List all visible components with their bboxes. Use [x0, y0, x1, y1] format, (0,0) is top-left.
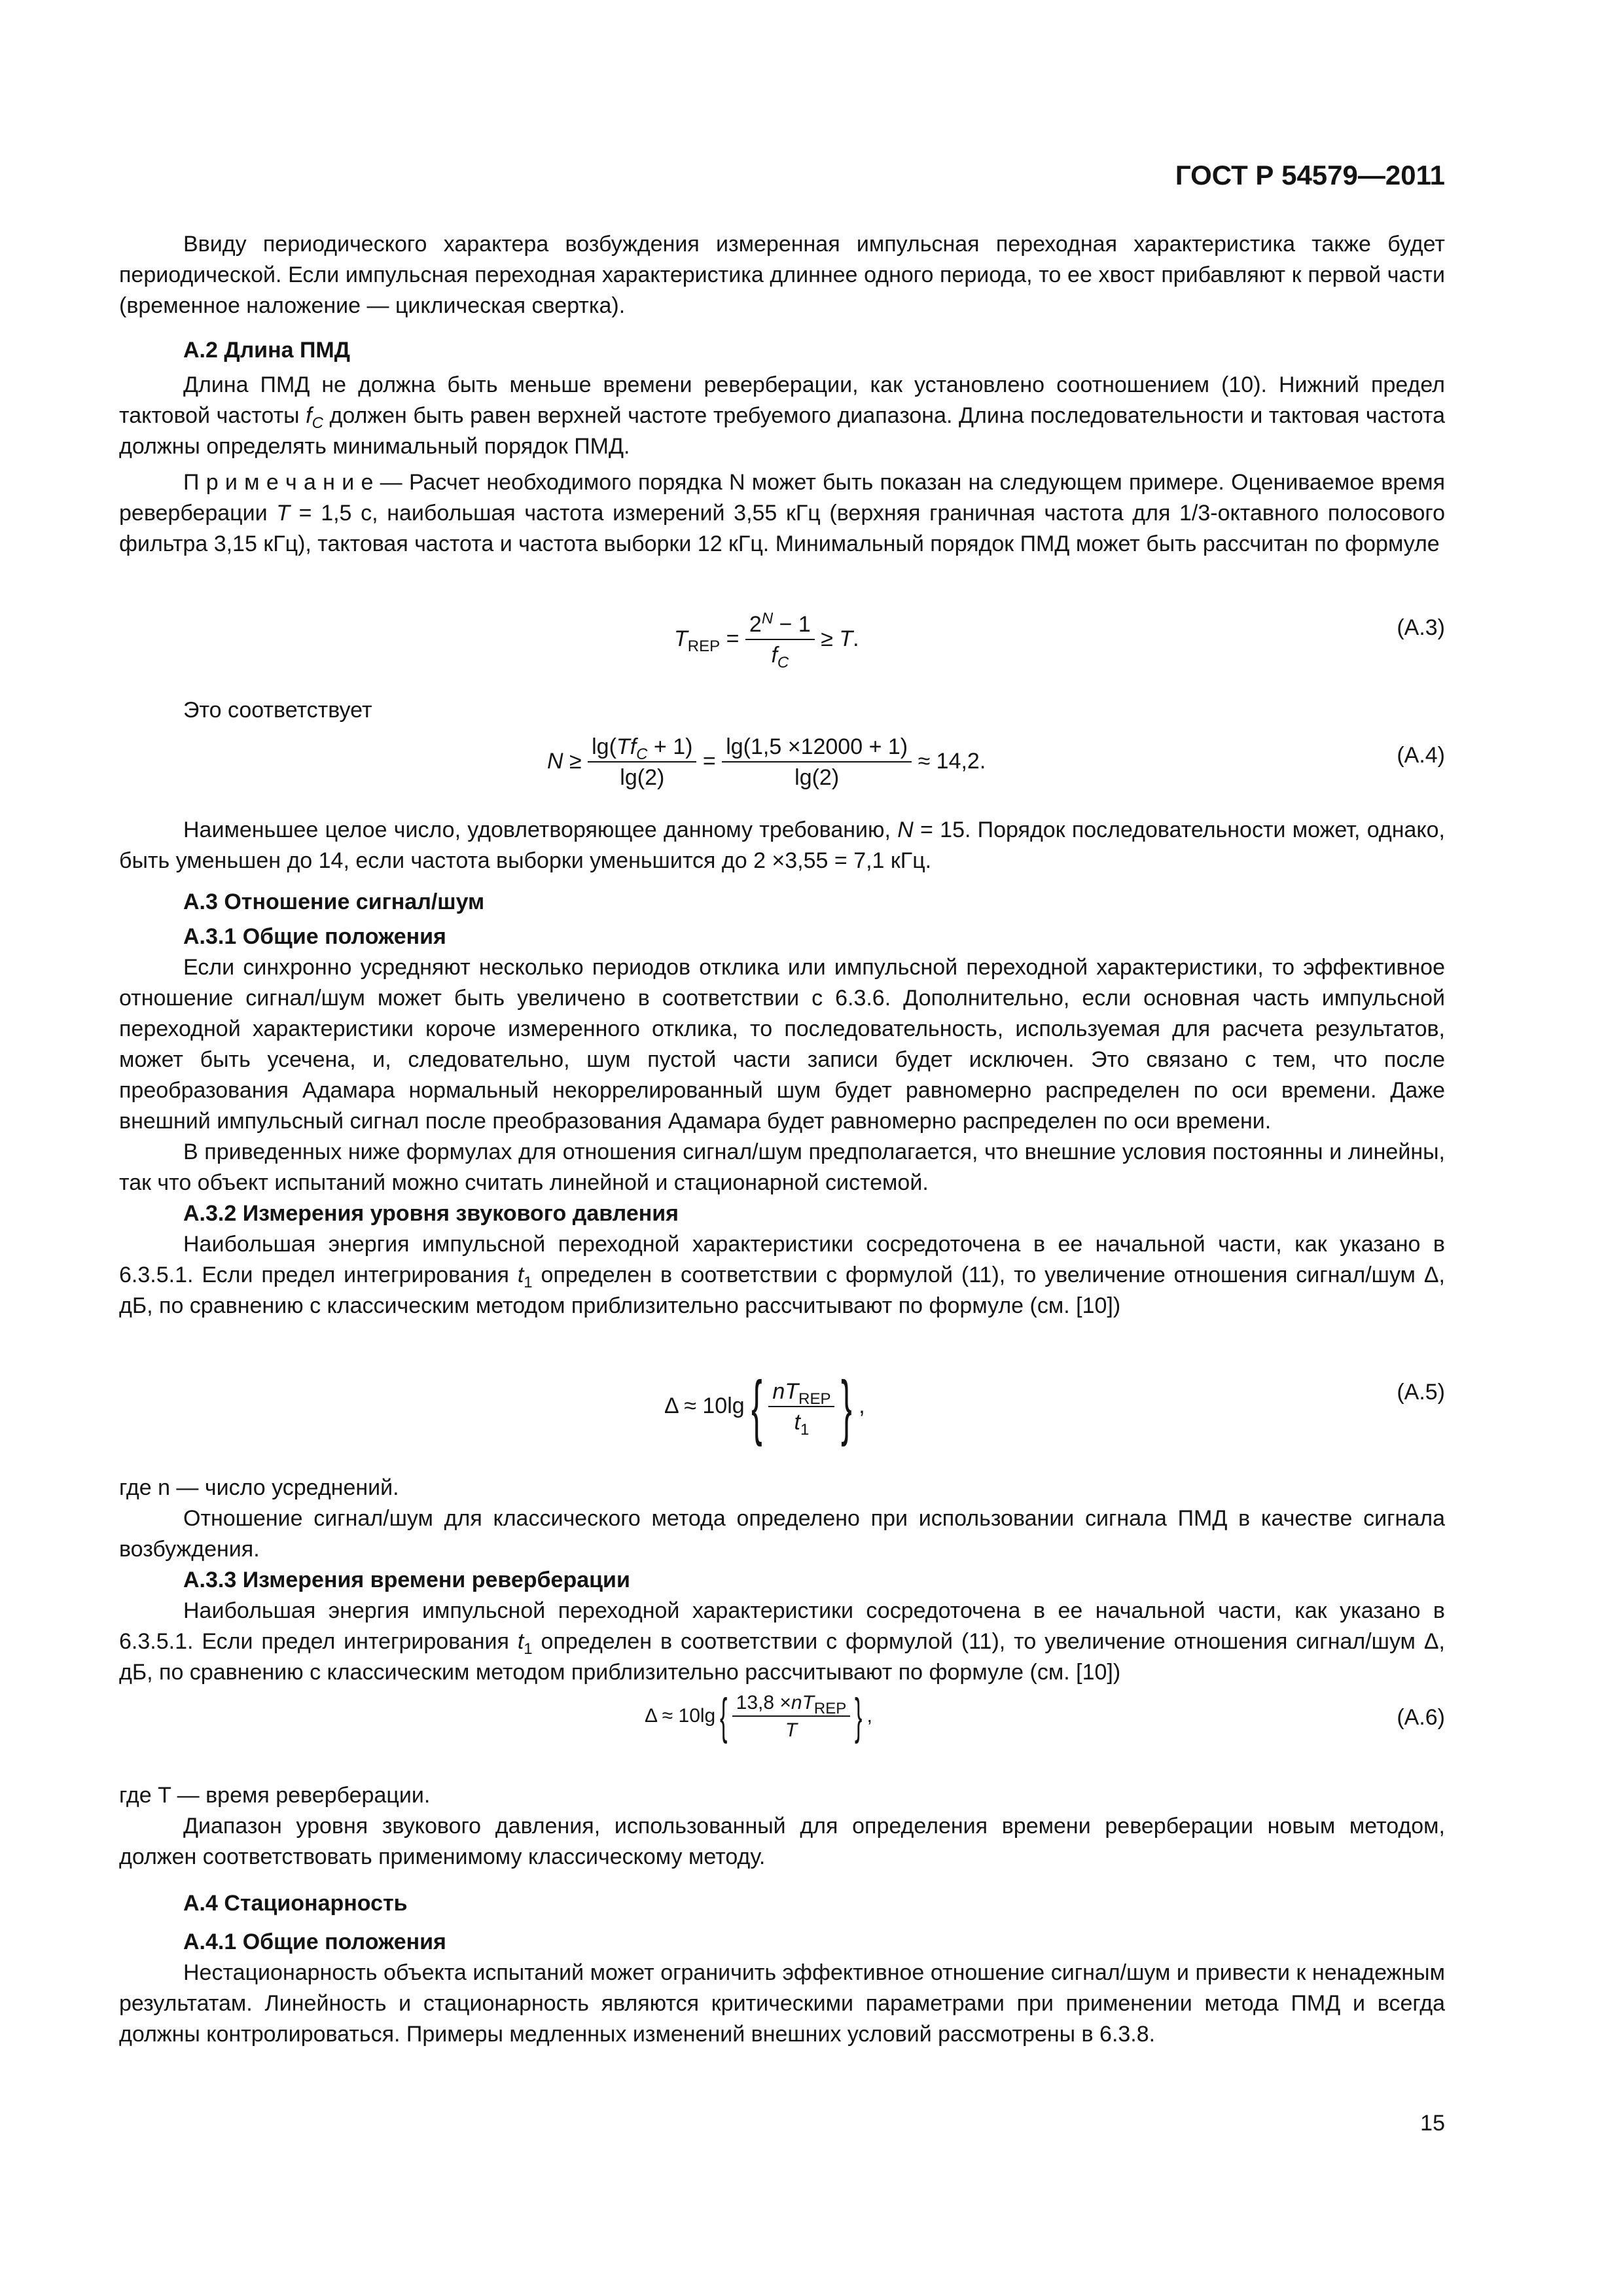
- section-a32-paragraph-1: Наибольшая энергия импульсной переходной характеристики сосредоточена в ее начальной части, как указано в 6.3.5.1. Если предел интегрирования $t_1$ определен в соответствии с формулой (11), то увеличение отношения сигнал/шум Δ, дБ, по сравнению с классическим методом приблизительно рассчитывают по формуле (см. [10]): [119, 1232, 1445, 1318]
- section-a2: [119, 335, 1445, 560]
- corresponds-line: [119, 695, 1445, 726]
- corresponds-text: Это соответствует: [183, 698, 372, 723]
- section-a31-title: А.3.1 Общие положения: [183, 924, 446, 949]
- standard-header: ГОСТ Р 54579—2011: [1175, 160, 1445, 190]
- section-a3-title: А.3 Отношение сигнал/шум: [183, 889, 485, 914]
- equation-a6: Δ ≈ 10lg{ $\frac{13,8 \times nT_{REP}}{T}$ } ,: [645, 1689, 872, 1744]
- section-a41-paragraph: Нестационарность объекта испытаний может ограничить эффективное отношение сигнал/шум и привести к ненадежным результатам. Линейность и стационарность являются критическими параметрами при применении метода ПМД и всегда должны контролироваться. Примеры медленных изменений внешних условий рассмотрены в 6.3.8.: [119, 1960, 1445, 2047]
- section-a33-continued: [119, 1780, 1445, 1873]
- equation-a4-result: ≈ 14,2.: [918, 748, 986, 774]
- note-part-a: — Расчет необходимого порядка N может быть показан на следующем примере. Оцениваемое время реверберации: [119, 470, 1445, 526]
- a2-p1-part-b: должен быть равен верхней частоте требуемого диапазона. Длина последовательности и тактовая частота должны определять минимальный порядок ПМД.: [119, 403, 1445, 459]
- equation-a3: $T_{REP}$ = $\frac{2^N - 1}{f_C}$ ≥ T.: [674, 609, 859, 672]
- section-a2-conclusion: [119, 815, 1445, 876]
- t-symbol: T: [276, 501, 291, 526]
- equation-a6-number: (А.6): [1397, 1705, 1445, 1730]
- section-a4: [119, 1888, 1445, 2050]
- intro-section: [119, 229, 1445, 321]
- section-a31-paragraph-1: Если синхронно усредняют несколько периодов отклика или импульсной переходной характеристики, то эффективное отношение сигнал/шум может быть увеличено в соответствии с 6.3.6. Дополнительно, если основная часть импульсной переходной характеристики короче измеренного отклика, то последовательность, используемая для расчета результатов, может быть усечена, и, следовательно, шум пустой части записи будет исключен. Это связано с тем, что после преобразования Адамара нормальный некоррелированный шум будет равномерно распределен по оси времени. Даже внешний импульсный сигнал после преобразования Адамара будет равномерно распределен по оси времени.: [119, 955, 1445, 1134]
- a33-p1-part-a: Наибольшая энергия импульсной переходной характеристики сосредоточена в ее начальной части, как указано в 6.3.5.1. Если предел интегрирования: [119, 1598, 1445, 1654]
- note-label: П р и м е ч а н и е: [183, 470, 374, 495]
- a2-p2-part-b: = 15. Порядок последовательности может, однако, быть уменьшен до 14, если частота выборки уменьшится до 2 ×3,55 = 7,1 кГц.: [119, 817, 1446, 873]
- equation-a4: N ≥ $\frac{\lg(Tf_C + 1)}{\lg(2)}$ = $\frac{\lg(1,5 \times 12000 + 1)}{\lg(2)}$ ≈ 14,2.: [547, 734, 986, 790]
- section-a41-title: А.4.1 Общие положения: [183, 1929, 446, 1954]
- where-t-line: где T — время реверберации.: [119, 1783, 431, 1808]
- section-a33-title: А.3.3 Измерения времени реверберации: [183, 1568, 630, 1592]
- a32-p1-part-b: определен в соответствии с формулой (11), то увеличение отношения сигнал/шум Δ, дБ, по сравнению с классическим методом приблизительно рассчитывают по формуле (см. [10]): [119, 1263, 1445, 1318]
- a33-p1-part-b: определен в соответствии с формулой (11), то увеличение отношения сигнал/шум Δ, дБ, по сравнению с классическим методом приблизительно рассчитывают по формуле (см. [10]): [119, 1629, 1445, 1685]
- where-n-line: где n — число усреднений.: [119, 1475, 399, 1500]
- equation-a4-number: (А.4): [1397, 743, 1445, 768]
- a32-p1-part-a: Наибольшая энергия импульсной переходной характеристики сосредоточена в ее начальной части, как указано в 6.3.5.1. Если предел интегрирования: [119, 1232, 1445, 1287]
- equation-a3-number: (А.3): [1397, 615, 1445, 640]
- section-a2-paragraph: [119, 370, 1445, 462]
- section-a2-title: А.2 Длина ПМД: [183, 338, 350, 363]
- section-a4-title: А.4 Стационарность: [183, 1891, 408, 1916]
- section-a33-paragraph-2: Диапазон уровня звукового давления, использованный для определения времени реверберации новым методом, должен соответствовать применимому классическому методу.: [119, 1814, 1445, 1869]
- section-a32-continued: [119, 1473, 1445, 1688]
- note-part-b: = 1,5 с, наибольшая частота измерений 3,55 кГц (верхняя граничная частота для 1/3-октавного полосового фильтра 3,15 кГц), тактовая частота и частота выборки 12 кГц. Минимальный порядок ПМД может быть рассчитан по формуле: [119, 501, 1445, 556]
- intro-paragraph: Ввиду периодического характера возбуждения измеренная импульсная переходная характеристика также будет периодической. Если импульсная переходная характеристика длиннее одного периода, то ее хвост прибавляют к первой части (временное наложение — циклическая свертка).: [119, 232, 1445, 318]
- equation-a5: Δ ≈ 10lg{ $\frac{nT_{REP}}{t_1}$ } ,: [664, 1367, 865, 1447]
- a2-conclusion-paragraph: Наименьшее целое число, удовлетворяющее данному требованию, N = 15. Порядок последовательности может, однако, быть уменьшен до 14, если частота выборки уменьшится до 2 ×3,55 = 7,1 кГц.: [119, 817, 1446, 873]
- section-a33-paragraph-1: Наибольшая энергия импульсной переходной характеристики сосредоточена в ее начальной части, как указано в 6.3.5.1. Если предел интегрирования $t_1$ определен в соответствии с формулой (11), то увеличение отношения сигнал/шум Δ, дБ, по сравнению с классическим методом приблизительно рассчитывают по формуле (см. [10]): [119, 1598, 1445, 1685]
- section-a32-paragraph-2: Отношение сигнал/шум для классического метода определено при использовании сигнала ПМД в качестве сигнала возбуждения.: [119, 1506, 1445, 1562]
- section-a3: [119, 887, 1445, 1321]
- a2-p2-part-a: Наименьшее целое число, удовлетворяющее данному требованию,: [183, 817, 898, 842]
- equation-a5-number: (А.5): [1397, 1380, 1445, 1405]
- section-a2-note: [119, 467, 1445, 560]
- section-a32-title: А.3.2 Измерения уровня звукового давления: [183, 1201, 679, 1226]
- a2-p1-part-a: Длина ПМД не должна быть меньше времени реверберации, как установлено соотношением (10). Нижний предел тактовой частоты: [119, 372, 1445, 428]
- page-number: 15: [1420, 2111, 1445, 2136]
- section-a31-paragraph-2: В приведенных ниже формулах для отношения сигнал/шум предполагается, что внешние условия постоянны и линейны, так что объект испытаний можно считать линейной и стационарной системой.: [119, 1139, 1445, 1195]
- fc-symbol: $f_C$: [306, 403, 323, 432]
